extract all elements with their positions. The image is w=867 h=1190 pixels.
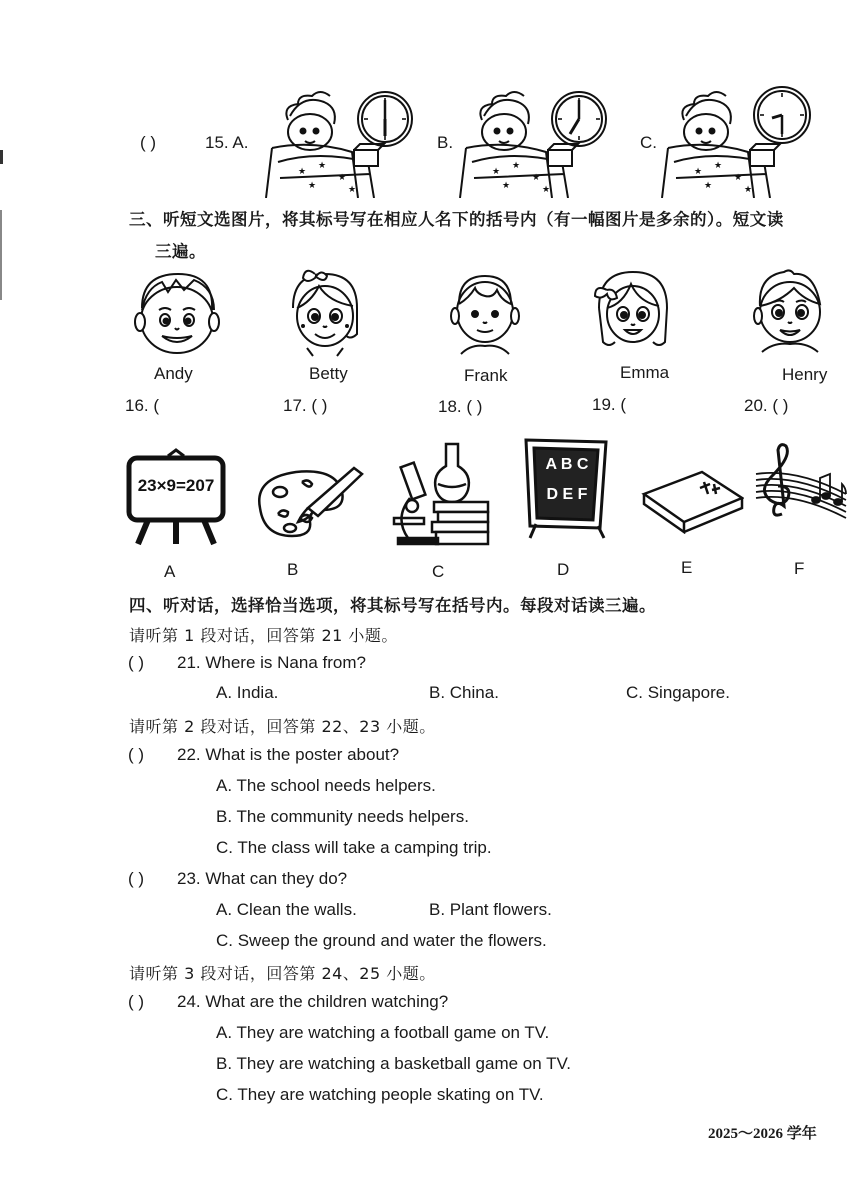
q24-paren[interactable]: ( ) — [128, 992, 145, 1011]
q21-option-c[interactable]: C. Singapore. — [626, 683, 730, 702]
boy-waking-clock-seven-icon — [452, 88, 612, 198]
music-notes-icon — [752, 440, 848, 520]
svg-text:★: ★ — [502, 180, 511, 190]
svg-text:★: ★ — [734, 172, 743, 182]
dialogue-2-instruction: 请听第 2 段对话，回答第 22、23 小题。 — [129, 717, 436, 736]
board-letters-bottom: D E F — [546, 486, 588, 503]
betty-face-icon — [285, 268, 365, 358]
q22-option-b[interactable]: B. The community needs helpers. — [216, 807, 469, 826]
picture-label: D — [557, 560, 570, 579]
person-name: Emma — [620, 363, 670, 382]
q22-option-a[interactable]: A. The school needs helpers. — [216, 776, 436, 795]
boy-waking-clock-half-six-icon — [654, 82, 814, 198]
q22-paren[interactable]: ( ) — [128, 745, 145, 764]
microscope-flask-books-icon — [388, 440, 492, 550]
footer-school-year: 2025～2026 学年 — [708, 1126, 817, 1142]
q23-option-c[interactable]: C. Sweep the ground and water the flowers. — [216, 931, 547, 950]
andy-face-icon — [132, 270, 222, 360]
q15-paren[interactable]: ( ) — [140, 133, 157, 152]
emma-face-icon — [593, 268, 673, 354]
henry-face-icon — [750, 266, 830, 356]
section4-heading: 四、听对话，选择恰当选项，将其标号写在括号内。每段对话读三遍。 — [129, 596, 656, 615]
svg-text:★: ★ — [318, 160, 327, 170]
picture-label: A — [164, 562, 176, 581]
section3-heading: 三、听短文选图片，将其标号写在相应人名下的括号内（有一幅图片是多余的）。短文读 — [129, 210, 784, 229]
q21-paren[interactable]: ( ) — [128, 653, 145, 672]
picture-label: F — [794, 559, 805, 578]
board-equation: 23×9=207 — [137, 476, 215, 495]
dialogue-3-instruction: 请听第 3 段对话，回答第 24、25 小题。 — [129, 964, 436, 983]
q21-option-b[interactable]: B. China. — [429, 683, 499, 702]
answer-slot-17[interactable]: 17. ( ) — [283, 396, 328, 415]
svg-text:★: ★ — [532, 172, 541, 182]
q21-option-a[interactable]: A. India. — [216, 683, 279, 702]
q21-question: 21. Where is Nana from? — [177, 653, 366, 672]
q15-option-c: C. — [640, 133, 657, 152]
dialogue-1-instruction: 请听第 1 段对话，回答第 21 小题。 — [129, 626, 398, 645]
q24-question: 24. What are the children watching? — [177, 992, 449, 1011]
picture-label: B — [287, 560, 299, 579]
person-name: Andy — [154, 364, 193, 383]
answer-slot-19[interactable]: 19. ( — [592, 395, 627, 414]
svg-text:★: ★ — [704, 180, 713, 190]
easel-board-icon — [126, 448, 226, 548]
answer-slot-18[interactable]: 18. ( ) — [438, 397, 483, 416]
scan-edge-mark — [0, 150, 3, 164]
q22-question: 22. What is the poster about? — [177, 745, 400, 764]
person-name: Henry — [782, 365, 828, 384]
q23-option-a[interactable]: A. Clean the walls. — [216, 900, 357, 919]
answer-slot-20[interactable]: 20. ( ) — [744, 396, 789, 415]
q24-option-a[interactable]: A. They are watching a football game on TV. — [216, 1023, 550, 1042]
boy-waking-clock-six-icon — [258, 88, 418, 198]
svg-text:★: ★ — [512, 160, 521, 170]
picture-label: E — [681, 558, 693, 577]
svg-text:★: ★ — [542, 184, 551, 194]
person-name: Frank — [464, 366, 508, 385]
svg-text:★: ★ — [338, 172, 347, 182]
svg-text:★: ★ — [714, 160, 723, 170]
abc-blackboard-icon — [522, 436, 612, 540]
svg-text:★: ★ — [348, 184, 357, 194]
svg-text:★: ★ — [492, 166, 501, 176]
q24-option-c[interactable]: C. They are watching people skating on TV. — [216, 1085, 544, 1104]
svg-text:★: ★ — [744, 184, 753, 194]
person-name: Betty — [309, 364, 348, 383]
q24-option-b[interactable]: B. They are watching a basketball game on TV. — [216, 1054, 572, 1073]
picture-label: C — [432, 562, 445, 581]
q23-question: 23. What can they do? — [177, 869, 348, 888]
chinese-book-icon — [640, 468, 744, 534]
board-letters-top: A B C — [545, 456, 589, 473]
q23-option-b[interactable]: B. Plant flowers. — [429, 900, 552, 919]
paint-palette-icon — [250, 462, 368, 544]
q15-option-b: B. — [437, 133, 454, 152]
scan-edge-mark — [0, 210, 2, 300]
svg-text:★: ★ — [298, 166, 307, 176]
section3-heading-cont: 三遍。 — [155, 242, 206, 261]
q22-option-c[interactable]: C. The class will take a camping trip. — [216, 838, 492, 857]
frank-face-icon — [447, 268, 523, 358]
svg-text:★: ★ — [694, 166, 703, 176]
svg-text:★: ★ — [308, 180, 317, 190]
q15-number: 15. A. — [205, 133, 249, 152]
q23-paren[interactable]: ( ) — [128, 869, 145, 888]
answer-slot-16[interactable]: 16. ( — [125, 396, 160, 415]
